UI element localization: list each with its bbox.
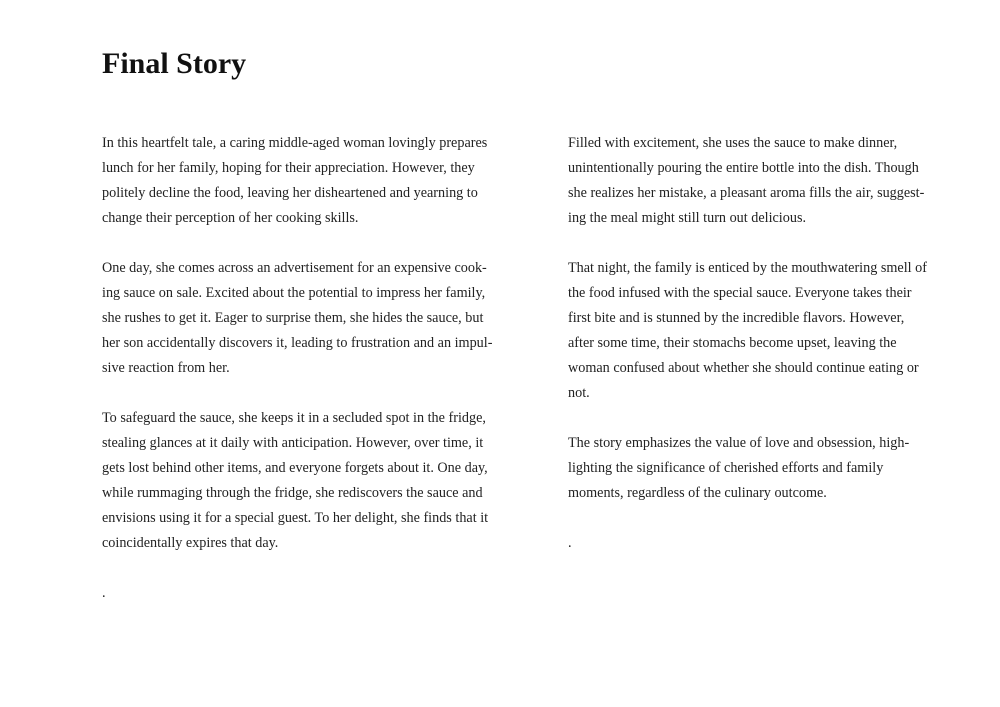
paragraph-line: coincidentally expires that day. <box>102 535 279 551</box>
paragraph-line: To safeguard the sauce, she keeps it in a secluded spot in the fridge, <box>102 410 486 426</box>
story-paragraph-2 <box>102 256 502 381</box>
end-mark: . <box>568 535 572 551</box>
paragraph-line: politely decline the food, leaving her disheartened and yearning to <box>102 185 478 201</box>
paragraph-line: she realizes her mistake, a pleasant aroma fills the air, suggest- <box>568 185 925 201</box>
right-column <box>568 131 938 556</box>
paragraph-line: not. <box>568 385 590 401</box>
end-mark: . <box>102 585 106 601</box>
left-column <box>102 131 502 606</box>
paragraph-line: That night, the family is enticed by the mouthwatering smell of <box>568 260 927 276</box>
story-paragraph-6 <box>568 431 938 506</box>
story-paragraph-1 <box>102 131 502 231</box>
paragraph-line: while rummaging through the fridge, she rediscovers the sauce and <box>102 485 483 501</box>
paragraph-line: the food infused with the special sauce. Everyone takes their <box>568 285 912 301</box>
paragraph-line: change their perception of her cooking skills. <box>102 210 359 226</box>
paragraph-line: envisions using it for a special guest. To her delight, she finds that it <box>102 510 489 526</box>
paragraph-line: ing sauce on sale. Excited about the potential to impress her family, <box>102 285 486 301</box>
paragraph-line: sive reaction from her. <box>102 360 230 376</box>
paragraph-line: she rushes to get it. Eager to surprise them, she hides the sauce, but <box>102 310 484 326</box>
paragraph-line: after some time, their stomachs become upset, leaving the <box>568 335 897 351</box>
paragraph-line: woman confused about whether she should continue eating or <box>568 360 919 376</box>
paragraph-line: unintentionally pouring the entire bottle into the dish. Though <box>568 160 919 176</box>
paragraph-line: gets lost behind other items, and everyone forgets about it. One day, <box>102 460 488 476</box>
paragraph-line: lighting the significance of cherished efforts and family <box>568 460 884 476</box>
paragraph-line: ing the meal might still turn out delicious. <box>568 210 807 226</box>
paragraph-line: first bite and is stunned by the incredible flavors. However, <box>568 310 905 326</box>
paragraph-line: moments, regardless of the culinary outcome. <box>568 485 827 501</box>
paragraph-line: Filled with excitement, she uses the sauce to make dinner, <box>568 135 898 151</box>
paragraph-line: The story emphasizes the value of love and obsession, high- <box>568 435 910 451</box>
paragraph-line: In this heartfelt tale, a caring middle-aged woman lovingly prepares <box>102 135 488 151</box>
paragraph-line: stealing glances at it daily with anticipation. However, over time, it <box>102 435 484 451</box>
paragraph-line: her son accidentally discovers it, leading to frustration and an impul- <box>102 335 493 351</box>
story-paragraph-3 <box>102 406 502 556</box>
paragraph-line: lunch for her family, hoping for their appreciation. However, they <box>102 160 475 176</box>
story-paragraph-4 <box>568 131 938 231</box>
page-title: Final Story <box>102 47 247 80</box>
story-paragraph-5 <box>568 256 938 406</box>
paragraph-line: One day, she comes across an advertisement for an expensive cook- <box>102 260 487 276</box>
